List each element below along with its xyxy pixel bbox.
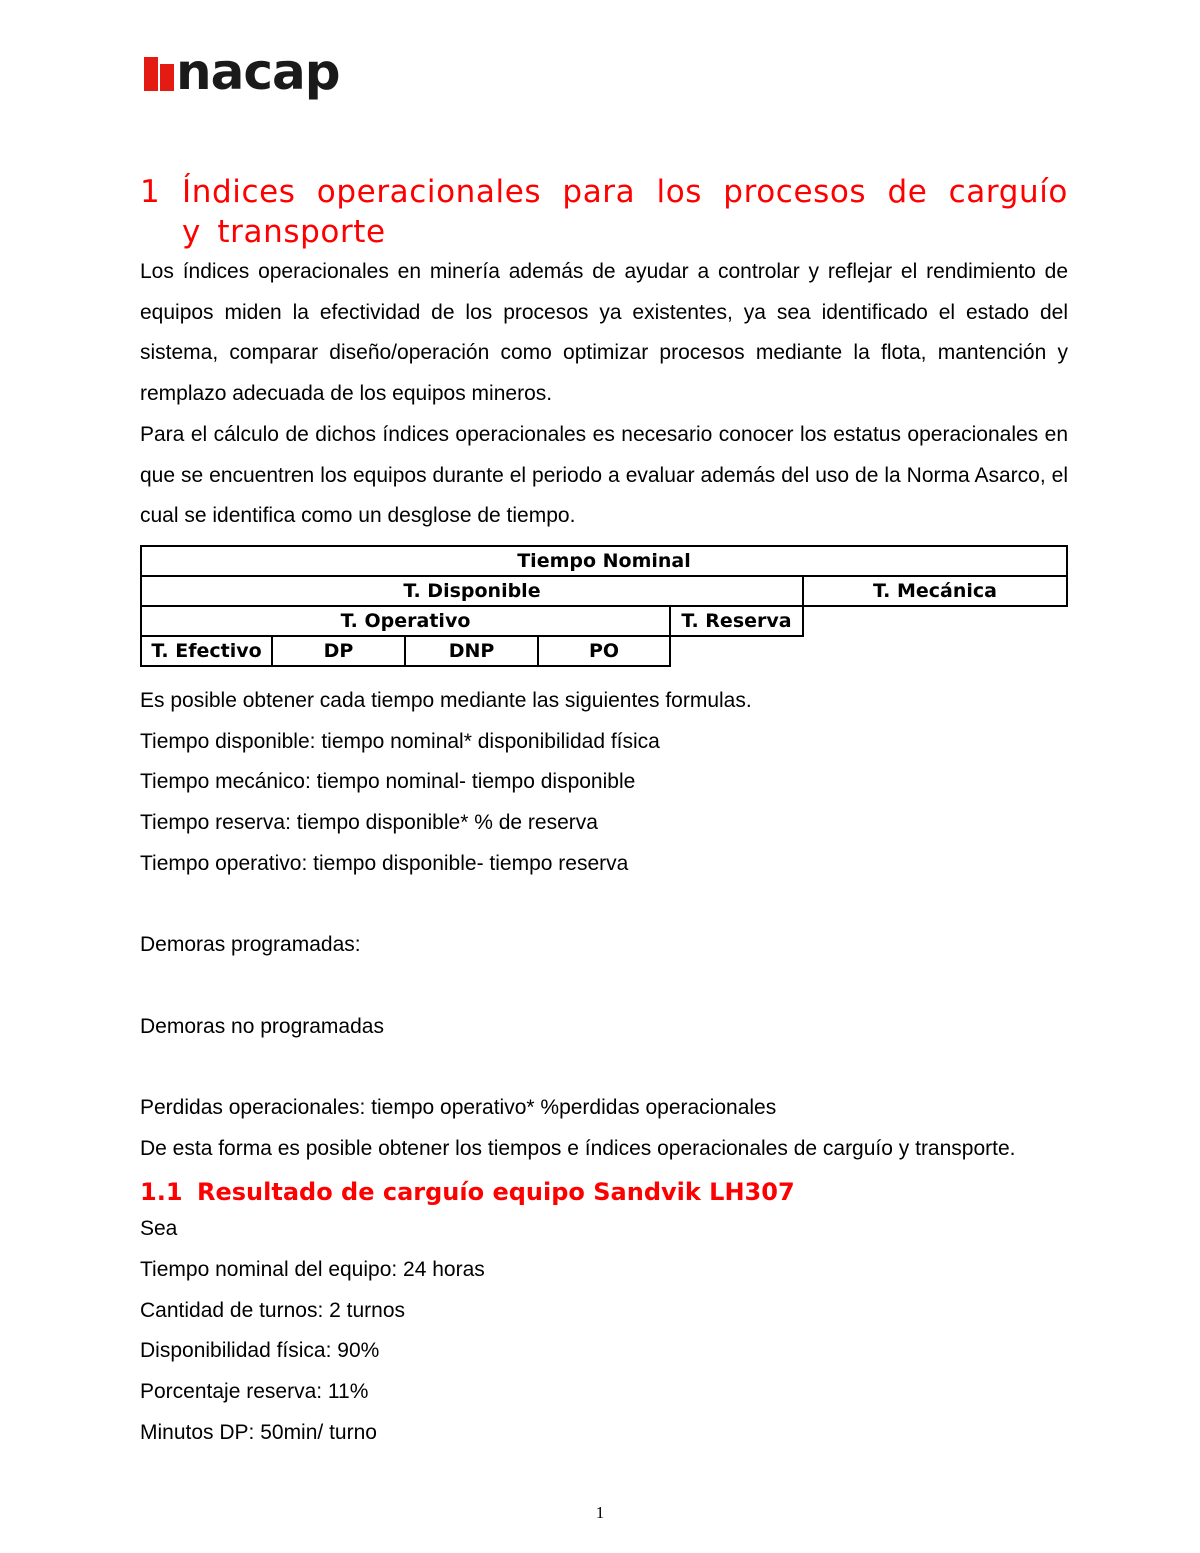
parameter-line: Porcentaje reserva: 11%	[140, 1380, 369, 1404]
formula-tiempo-operativo: Tiempo operativo: tiempo disponible- tiempo reserva	[140, 851, 629, 875]
demoras-programadas: Demoras programadas:	[140, 933, 361, 957]
time-breakdown-table	[140, 545, 1068, 669]
demoras-no-programadas: Demoras no programadas	[140, 1014, 384, 1038]
formula-tiempo-disponible: Tiempo disponible: tiempo nominal* disponibilidad física	[140, 729, 660, 753]
cell-t-reserva: T. Reserva	[669, 605, 804, 637]
section-1-number: 1	[140, 174, 160, 210]
perdidas-operacionales: Perdidas operacionales: tiempo operativo* %perdidas operacionales	[140, 1095, 777, 1119]
logo-text: nacap	[176, 43, 340, 101]
blank-line	[140, 966, 1068, 1007]
inacap-logo-mark-icon	[144, 51, 174, 91]
cell-t-disponible: T. Disponible	[140, 575, 804, 607]
section-1-1-heading	[140, 1175, 1068, 1209]
document-body	[140, 172, 1068, 1454]
formula-tiempo-mecanico: Tiempo mecánico: tiempo nominal- tiempo disponible	[140, 770, 636, 794]
intro-paragraph-1: Los índices operacionales en minería además de ayudar a controlar y reflejar el rendimiento de equipos miden la efectividad de los procesos ya existentes, ya sea identificado el estado del sistema, comparar diseño/operación como optimizar procesos mediante la flota, mantención y remplazo adecuada de los equipos mineros.	[140, 260, 1068, 406]
cell-po: PO	[537, 635, 671, 667]
formulas-intro: Es posible obtener cada tiempo mediante las siguientes formulas.	[140, 688, 752, 712]
blank-line	[140, 884, 1068, 925]
parameter-line: Disponibilidad física: 90%	[140, 1339, 380, 1363]
parameter-line: Tiempo nominal del equipo: 24 horas	[140, 1258, 485, 1282]
parameter-line: Minutos DP: 50min/ turno	[140, 1420, 377, 1444]
cell-tiempo-nominal: Tiempo Nominal	[140, 545, 1068, 577]
blank-line	[140, 1047, 1068, 1088]
intro-paragraph-2: Para el cálculo de dichos índices operacionales es necesario conocer los estatus operacionales en que se encuentren los equipos durante el periodo a evaluar además del uso de la Norma Asarco, el cual se identifica como un desglose de tiempo.	[140, 422, 1068, 528]
section-1-1-number: 1.1	[140, 1178, 183, 1207]
parameter-line: Cantidad de turnos: 2 turnos	[140, 1298, 406, 1322]
section-1-title: Índices operacionales para los procesos de carguío y transporte	[182, 174, 1068, 250]
conclusion-paragraph: De esta forma es posible obtener los tiempos e índices operacionales de carguío y transporte.	[140, 1136, 1016, 1160]
section-1-1-title: Resultado de carguío equipo Sandvik LH307	[197, 1178, 795, 1207]
cell-dnp: DNP	[404, 635, 539, 667]
parameter-line: Sea	[140, 1217, 178, 1241]
page-number: 1	[595, 1503, 605, 1522]
inacap-logo	[144, 44, 340, 104]
cell-t-operativo: T. Operativo	[140, 605, 671, 637]
cell-dp: DP	[271, 635, 406, 667]
section-1-heading	[140, 172, 1068, 252]
formula-tiempo-reserva: Tiempo reserva: tiempo disponible* % de reserva	[140, 811, 598, 835]
cell-t-mecanica: T. Mecánica	[802, 575, 1068, 607]
cell-t-efectivo: T. Efectivo	[140, 635, 273, 667]
